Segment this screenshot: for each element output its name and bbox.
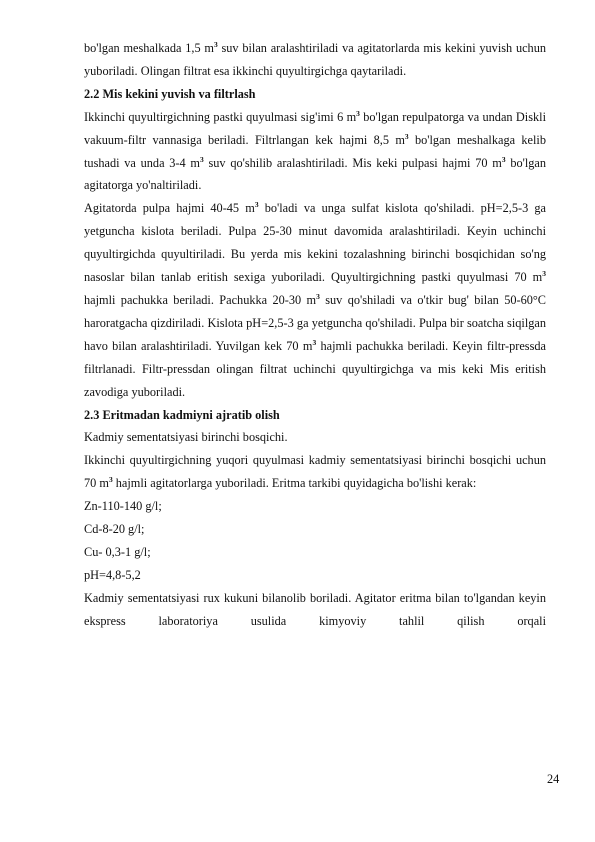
list-item: Cu- 0,3-1 g/l; (84, 544, 151, 559)
paragraph-cementation: Kadmiy sementatsiyasi rux kukuni bilanolib boriladi. Agitator eritma bilan to'lgandan keyin ekspress laboratoriya usulida kimyoviy tahlil qilish orqali (84, 590, 546, 628)
section-heading-2-2: 2.2 Mis kekini yuvish va filtrlash (84, 86, 256, 101)
document-body (84, 37, 546, 633)
paragraph-washing: Ikkinchi quyultirgichning pastki quyulmasi sig'imi 6 $m^3$ bo'lgan repulpatorga va undan Diskli vakuum-filtr vannasiga beriladi. Filtrlangan kek hajmi 8,5 $m^3$ bo'lgan meshalkaga kelib tushadi va unda 3-4 $m^3$ suv qo'shilib aralashtiriladi. Mis keki pulpasi hajmi 70 $m^3$ bo'lgan agitatorga yo'naltiriladi. (84, 108, 546, 193)
list-item: Zn-110-140 g/l; (84, 499, 162, 514)
list-item: pH=4,8-5,2 (84, 567, 141, 582)
section-heading-2-3: 2.3 Eritmadan kadmiyni ajratib olish (84, 407, 280, 422)
paragraph-intro: bo'lgan meshalkada 1,5 $m^3$ suv bilan aralashtiriladi va agitatorlarda mis kekini yuvish uchun yuboriladi. Olingan filtrat esa ikkinchi quyultirgichga qaytariladi. (84, 40, 546, 78)
list-item: Cd-8-20 g/l; (84, 522, 145, 537)
page-number: 24 (547, 772, 560, 786)
paragraph-agitator: Agitatorda pulpa hajmi 40-45 $m^3$ bo'ladi va unga sulfat kislota qo'shiladi. pH=2,5-3 ga yetguncha kislota beriladi. Pulpa 25-30 minut davomida aralashtiriladi. Keyin uchinchi quyultirgichda quyultiriladi. Bu yerda mis kekini tozalashning birinchi bosqichidan so'ng nasoslar bilan tanlab eritish sexiga yuboriladi. Quyultirgichning pastki quyulmasi 70 $m^3$ hajmli pachukka beriladi. Pachukka 20-30 $m^3$ suv qo'shiladi va o'tkir bug' bilan 50-60°C haroratgacha qizdiriladi. Kislota pH=2,5-3 ga yetguncha qo'shiladi. Pulpa bir soatcha siqilgan havo bilan aralashtiriladi. Yuvilgan kek 70 $m^3$ hajmli pachukka beriladi. Keyin filtr-pressda filtrlanadi. Filtr-pressdan olingan filtrat uchinchi quyultirgichga va mis keki Mis eritish zavodiga yuboriladi. (84, 200, 546, 399)
paragraph-solution-composition: Ikkinchi quyultirgichning yuqori quyulmasi kadmiy sementatsiyasi birinchi bosqichi uchun 70 $m^3$ hajmli agitatorlarga yuboriladi. Eritma tarkibi quyidagicha bo'lishi kerak: (84, 453, 546, 491)
paragraph-cadmium-stage: Kadmiy sementatsiyasi birinchi bosqichi. (84, 430, 288, 445)
